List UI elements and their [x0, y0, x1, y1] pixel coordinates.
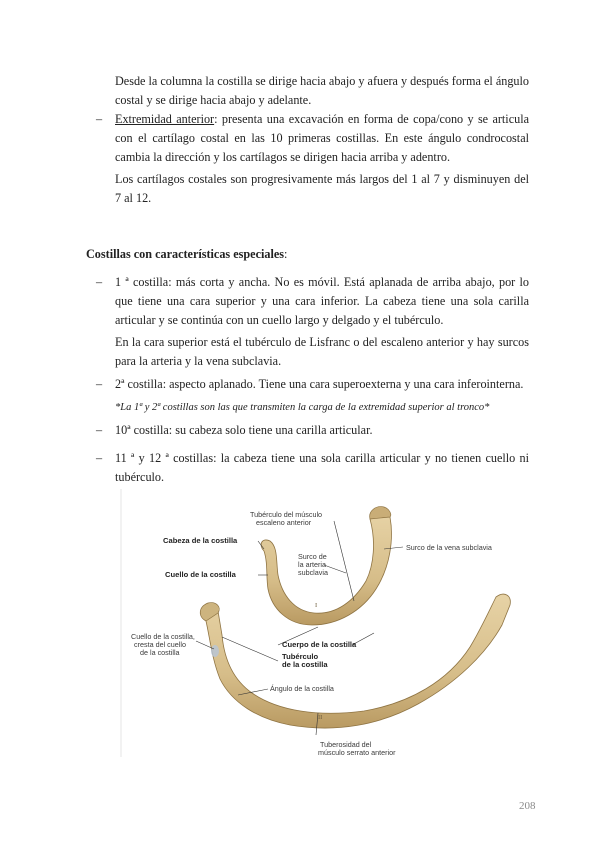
label-cuello-cresta-2: cresta del cuello: [134, 640, 186, 649]
bullet-dash: –: [96, 377, 103, 391]
bullet-dash: –: [96, 423, 103, 437]
paragraph-costal-direction: Desde la columna la costilla se dirige hacia abajo y afuera y después forma el ángulo costal y se dirige hacia abajo y adelante.: [115, 74, 529, 107]
list-item-extremidad-anterior: [96, 110, 529, 167]
heading-text: Costillas con características especiales: [86, 247, 284, 261]
paragraph-costal-cartilages: Los cartílagos costales son progresivamente más largos del 1 al 7 y disminuyen del 7 al 12.: [115, 172, 529, 205]
list-item-text: 10ª costilla: su cabeza solo tiene una carilla articular.: [115, 423, 373, 437]
label-cuello-cresta-1: Cuello de la costilla,: [131, 632, 195, 641]
label-angulo: Ángulo de la costilla: [270, 684, 334, 693]
label-cuello: Cuello de la costilla: [165, 570, 236, 579]
label-surco-arteria-2: la arteria: [298, 560, 326, 569]
term-extremidad-anterior: Extremidad anterior: [115, 112, 215, 126]
label-tuberosidad-1: Tuberosidad del: [320, 740, 372, 749]
label-roman-ii: II: [318, 714, 323, 721]
label-cabeza: Cabeza de la costilla: [163, 536, 238, 545]
paragraph-lisfranc-tubercle: En la cara superior está el tubérculo de Lisfranc o del escaleno anterior y hay surcos para la arteria y la vena subclavia.: [115, 335, 529, 368]
bullet-dash: –: [96, 275, 103, 289]
label-surco-arteria-3: subclavia: [298, 568, 328, 577]
list-item-first-rib: [96, 273, 529, 330]
label-tuberosidad-2: músculo serrato anterior: [318, 748, 396, 757]
list-item-text: 2ª costilla: aspecto aplanado. Tiene una cara superoexterna y una cara inferointerna.: [115, 377, 524, 391]
list-item-second-rib: [96, 375, 529, 394]
list-item-text: 1 ª costilla: más corta y ancha. No es móvil. Está aplanada de arriba abajo, por lo que tiene una cara superior y una cara inferior. La cabeza tiene una sola carilla articular y se continúa con un cuello largo y delgado y el tubérculo.: [115, 275, 529, 327]
first-rib-anterior-end: [370, 507, 391, 519]
bullet-dash: –: [96, 451, 103, 465]
neck-crest-highlight: [211, 645, 219, 657]
leader-tuberculo-escaleno: [334, 521, 354, 601]
label-cuerpo: Cuerpo de la costilla: [282, 640, 357, 649]
page-number: 208: [519, 800, 536, 812]
list-item-text: [115, 110, 529, 167]
section-heading: [86, 245, 287, 264]
list-item-eleventh-twelfth-rib: [96, 449, 529, 487]
label-tuberculo-2: de la costilla: [282, 660, 328, 669]
heading-colon: :: [284, 247, 288, 261]
extremidad-description: : presenta una excavación en forma de copa/cono y se articula con el cartílago costal en las 10 primeras costillas. En este ángulo condrocostal cambia la dirección y los cartílagos se dirigen hacia arriba y adentro.: [115, 112, 529, 164]
label-tuberculo-1: Tubérculo: [282, 652, 319, 661]
label-tuberculo-escaleno-1: Tubérculo del músculo: [250, 510, 323, 519]
leader-tuberculo: [222, 637, 278, 661]
list-item-tenth-rib: [96, 421, 529, 440]
label-surco-arteria-1: Surco de: [298, 552, 327, 561]
italic-note: *La 1ª y 2ª costillas son las que transmiten la carga de la extremidad superior al tronco*: [115, 402, 490, 413]
list-item-text: 11 ª y 12 ª costillas: la cabeza tiene una sola carilla articular y no tienen cuello ni tubérculo.: [115, 451, 529, 484]
bullet-dash: –: [96, 112, 103, 126]
label-cuello-cresta-3: de la costilla: [140, 648, 180, 657]
label-tuberculo-escaleno-2: escaleno anterior: [256, 518, 312, 527]
label-roman-i: I: [315, 602, 318, 609]
label-surco-vena: Surco de la vena subclavia: [406, 543, 492, 552]
rib-anatomy-figure: [118, 489, 538, 769]
second-rib-shape: [206, 594, 511, 728]
rib-illustration: [118, 489, 538, 769]
